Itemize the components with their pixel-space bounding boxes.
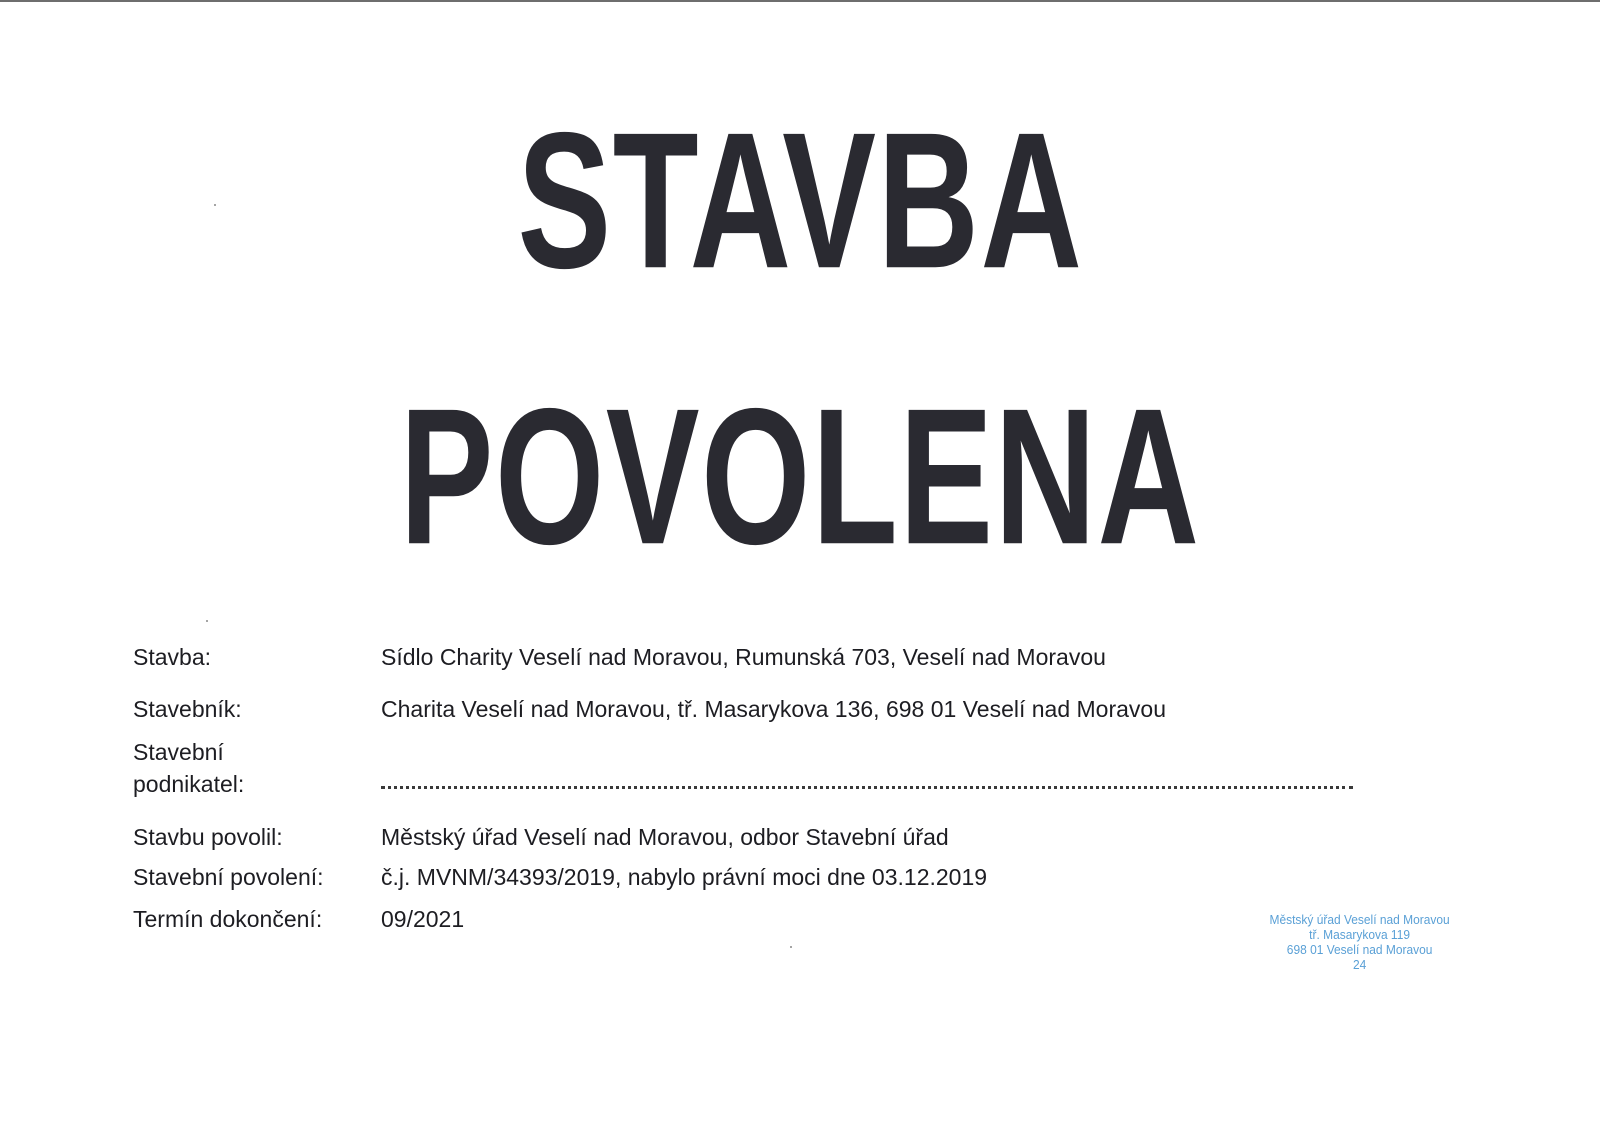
page-top-edge [0,0,1600,2]
field-label [133,736,293,800]
field-value: 09/2021 [381,906,465,932]
blank-fill-line [381,786,1353,789]
stamp-line-1: Městský úřad Veselí nad Moravou [1269,912,1450,927]
field-value: Charita Veselí nad Moravou, tř. Masarykova 136, 698 01 Veselí nad Moravou [381,696,1166,722]
field-label: Stavba: [133,644,211,670]
field-value: Sídlo Charity Veselí nad Moravou, Rumunská 703, Veselí nad Moravou [381,644,1106,670]
field-label: Stavbu povolil: [133,824,283,850]
stamp-line-3: 698 01 Veselí nad Moravou [1286,942,1433,957]
field-stavebni-podnikatel [133,736,1433,800]
field-value: č.j. MVNM/34393/2019, nabylo právní moci dne 03.12.2019 [381,864,988,890]
field-stavebni-povoleni [133,862,1433,892]
field-label: Stavebník: [133,696,242,722]
headline-line-1: STAVBA [516,92,1084,310]
stamp-line-2: tř. Masarykova 119 [1309,927,1411,942]
field-stavebnik [133,694,1433,724]
scan-speck [214,204,216,206]
stamp-line-4: 24 [1352,957,1367,972]
field-label: Termín dokončení: [133,906,323,932]
scan-speck [790,946,792,948]
field-label-line-1: Stavební [133,739,224,765]
field-stavbu-povolil [133,822,1433,852]
field-value: Městský úřad Veselí nad Moravou, odbor Stavební úřad [381,824,949,850]
headline-stavba [0,92,1600,310]
field-label-line-2: podnikatel: [133,771,245,797]
headline-povolena [0,368,1600,586]
scan-speck [206,620,208,622]
headline-line-2: POVOLENA [399,368,1201,586]
office-stamp [1240,912,1479,972]
field-stavba [133,642,1433,672]
field-termin-dokonceni [133,904,1433,934]
field-label: Stavební povolení: [133,864,324,890]
